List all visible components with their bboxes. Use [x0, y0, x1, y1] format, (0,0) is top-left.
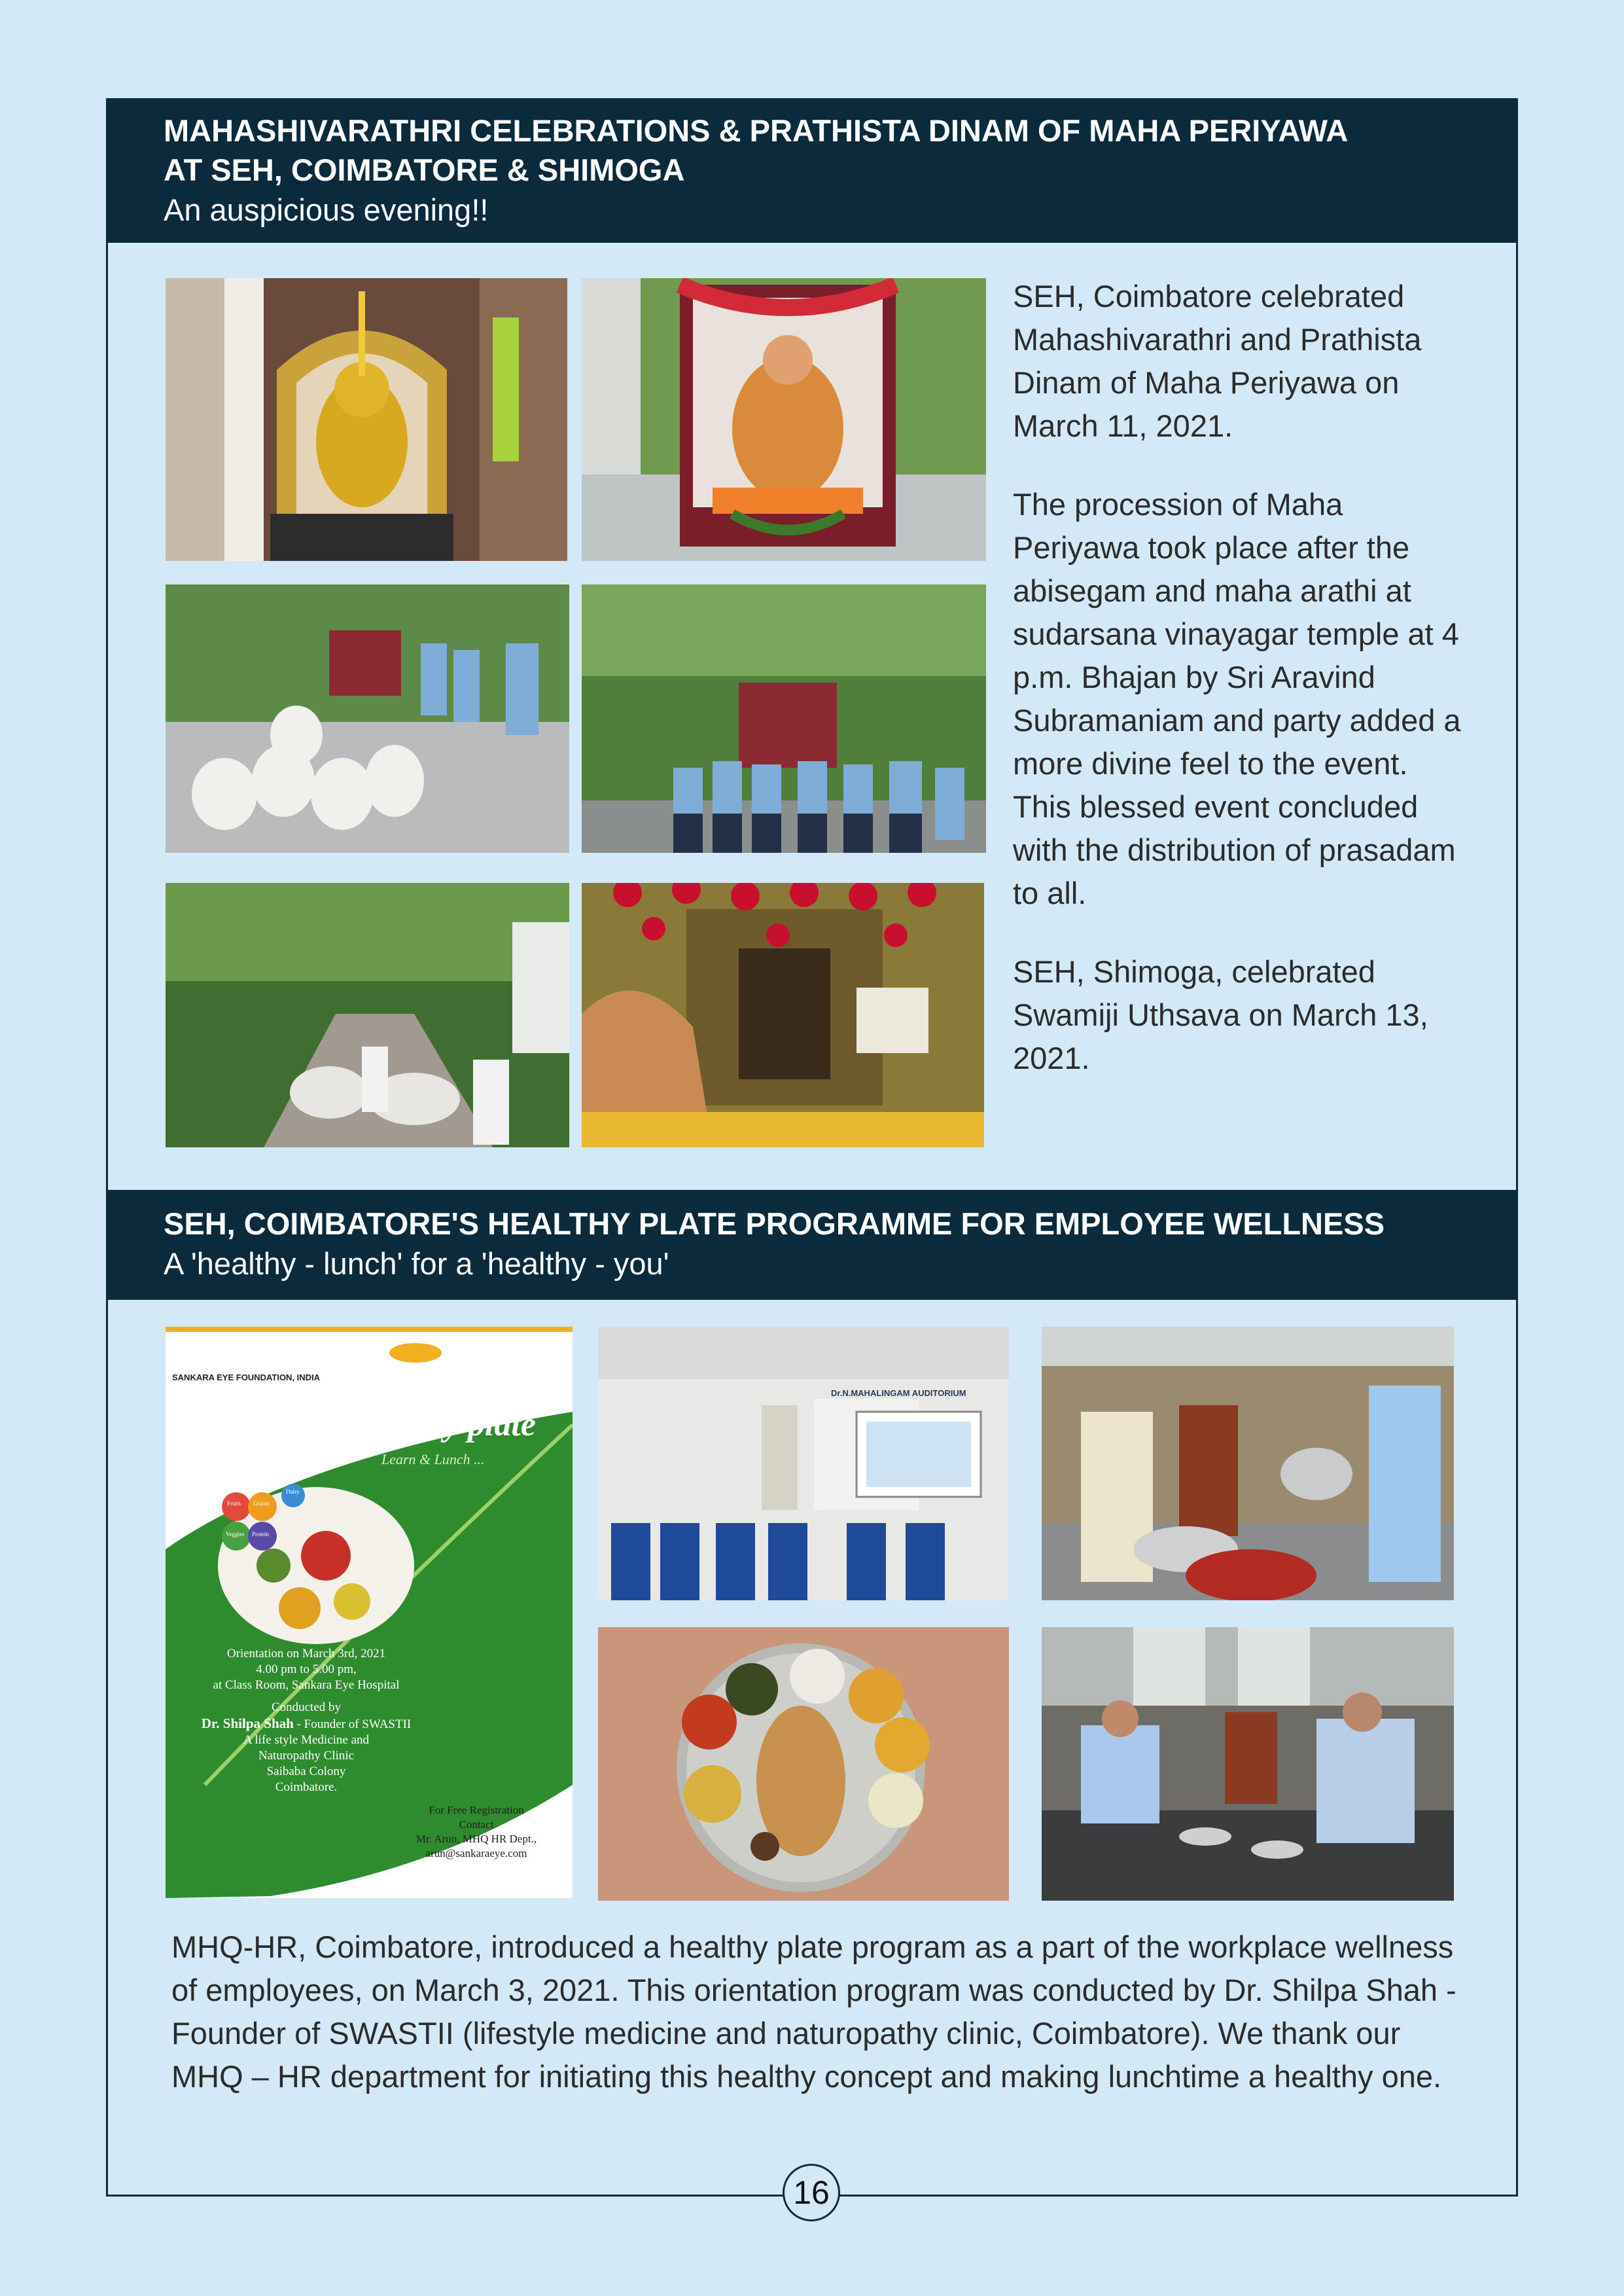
- section1-header: [106, 98, 1518, 243]
- auditorium-sign: Dr.N.MAHALINGAM AUDITORIUM: [831, 1388, 966, 1398]
- poster-clinic-2: Naturopathy Clinic: [258, 1749, 355, 1763]
- section2-body: MHQ-HR, Coimbatore, introduced a healthy plate program as a part of the workplace wellness of employees, on March 3, 2021. This orientation program was conducted by Dr. Shilpa Shah - Founder of SWASTII (lifestyle medicine and naturopathy clinic, Coimbatore). We thank our MHQ – HR department for initiating this healthy concept and making lunchtime a healthy one.: [171, 1929, 1456, 2094]
- photo-cows-procession: [166, 883, 569, 1147]
- poster-doctor-role: - Founder of SWASTII: [293, 1717, 412, 1731]
- plate-label-fruits: Fruits: [227, 1500, 241, 1507]
- poster-orientation-time: 4.00 pm to 5.00 pm,: [256, 1662, 357, 1676]
- poster-clinic-1: A life style Medicine and: [243, 1733, 370, 1747]
- poster-org: SANKARA EYE FOUNDATION, INDIA: [172, 1372, 321, 1382]
- poster-clinic-4: Coimbatore.: [275, 1780, 338, 1794]
- poster-contact-name: Mr. Arun, MHQ HR Dept.,: [415, 1833, 537, 1845]
- poster-headline: healthy plate: [355, 1406, 536, 1443]
- photo-periyawa-idol: [582, 278, 986, 561]
- poster-orientation-venue: at Class Room, Sankara Eye Hospital: [213, 1678, 400, 1692]
- photo-employees-lunch: [1042, 1627, 1454, 1901]
- poster-contact: Contact: [459, 1818, 494, 1831]
- section1-paragraph-2: The procession of Maha Periyawa took place after the abisegam and maha arathi at sudarsana vinayagar temple at 4 p.m. Bhajan by Sri Aravind Subramaniam and party added a more divine feel to the event. This blessed event concluded with the distribution of prasadam to all.: [1013, 487, 1461, 910]
- photo-thali-plate: [598, 1627, 1009, 1901]
- section2-subtitle: A 'healthy - lunch' for a 'healthy - you': [164, 1246, 669, 1281]
- photo-bhajan-group: [166, 584, 569, 853]
- plate-label-grains: Grains: [253, 1500, 269, 1507]
- poster-doctor-name: Dr. Shilpa Shah: [201, 1715, 294, 1731]
- section1-subtitle: An auspicious evening!!: [164, 192, 489, 227]
- plate-label-veggies: Veggies: [226, 1531, 245, 1537]
- poster-contact-email: arun@sankaraeye.com: [425, 1847, 527, 1859]
- section1-title-line1: MAHASHIVARATHRI CELEBRATIONS & PRATHISTA DINAM OF MAHA PERIYAWA: [164, 113, 1349, 148]
- poster-registration: For Free Registration: [429, 1804, 524, 1816]
- poster-conducted-by: Conducted by: [271, 1700, 342, 1714]
- section1-title-line2: AT SEH, COIMBATORE & SHIMOGA: [164, 152, 685, 187]
- photo-aarthi-shrine: [582, 883, 984, 1147]
- photo-ganesha-abhishekam: [166, 278, 567, 561]
- section2-title: SEH, COIMBATORE'S HEALTHY PLATE PROGRAMME FOR EMPLOYEE WELLNESS: [164, 1206, 1385, 1241]
- poster-line1: SEFI's Workplace Wellness: [355, 1392, 514, 1408]
- poster-orientation-date: Orientation on March 3rd, 2021: [226, 1647, 386, 1660]
- poster-tagline: Learn & Lunch ...: [381, 1451, 485, 1467]
- photo-auditorium-session: [598, 1327, 1009, 1600]
- section1-paragraph-1: SEH, Coimbatore celebrated Mahashivarathri and Prathista Dinam of Maha Periyawa on March 11, 2021.: [1013, 279, 1422, 443]
- healthy-plate-poster: [166, 1327, 573, 1898]
- page-number: 16: [783, 2164, 840, 2221]
- plate-label-dairy: Dairy: [286, 1488, 300, 1495]
- photo-kitchen-demo: [1042, 1327, 1454, 1600]
- section1-text: [1013, 275, 1471, 1115]
- section2-header: [106, 1190, 1518, 1300]
- photo-procession: [582, 584, 986, 853]
- poster-clinic-3: Saibaba Colony: [266, 1765, 346, 1778]
- plate-label-protein: Protein: [252, 1531, 269, 1537]
- section1-paragraph-3: SEH, Shimoga, celebrated Swamiji Uthsava on March 13, 2021.: [1013, 954, 1428, 1075]
